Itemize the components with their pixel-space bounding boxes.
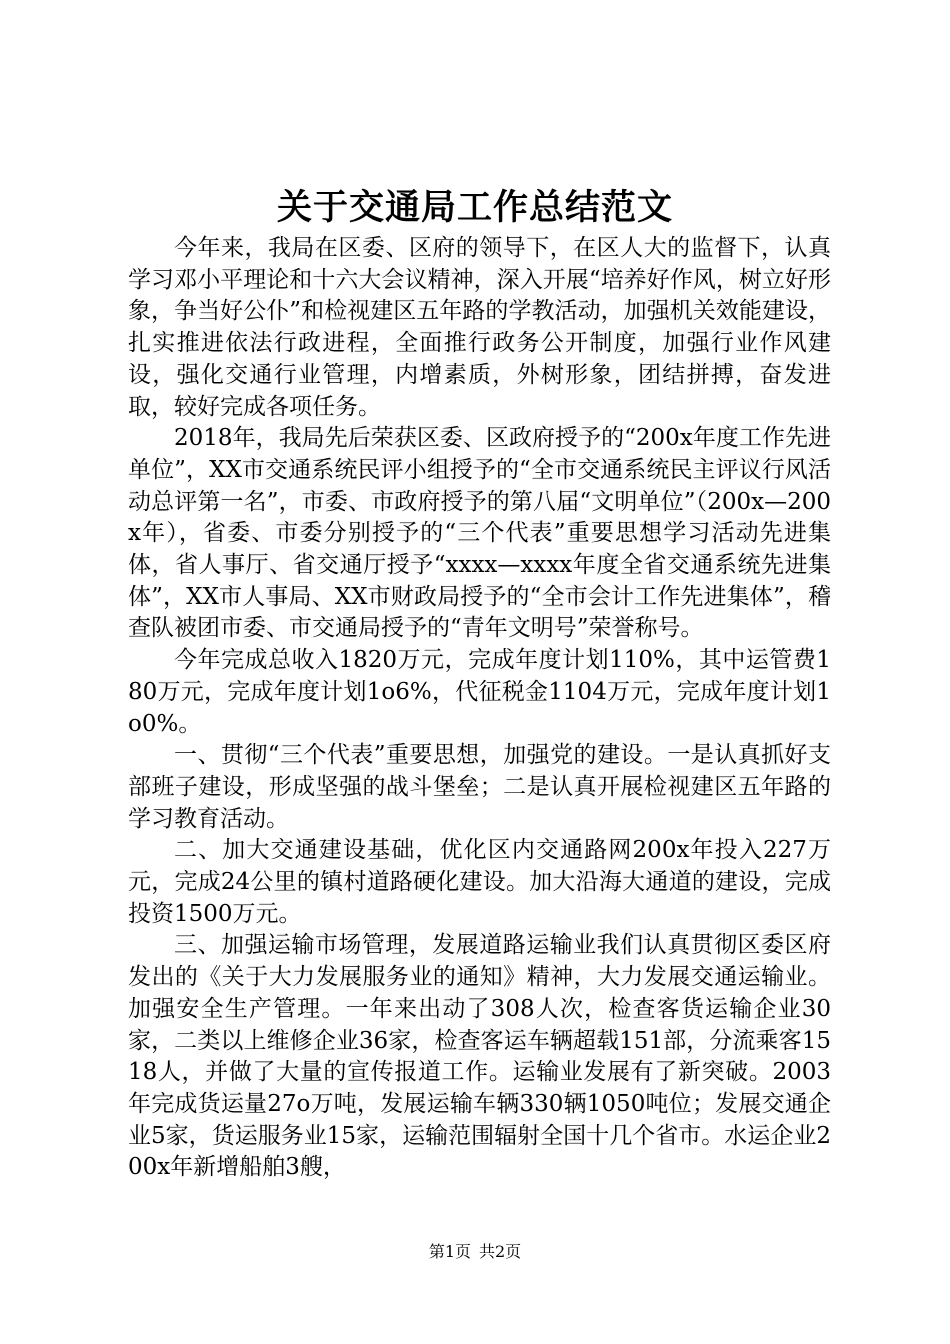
page-total: 共2页: [479, 1242, 522, 1261]
paragraph-section-three: 三、加强运输市场管理，发展道路运输业我们认真贯彻区委区府发出的《关于大力发展服务业的通知》精神，大力发展交通运输业。加强安全生产管理。一年来出动了308人次，检查客货运输企业30家，二类以上维修企业36家，检查客运车辆超载151部，分流乘客1518人，并做了大量的宣传报道工作。运输业发展有了新突破。2003年完成货运量27o万吨，发展运输车辆330辆1050吨位；发展交通企业5家，货运服务业15家，运输范围辐射全国十几个省市。水运企业200x年新增船舶3艘，: [128, 932, 831, 1181]
page-footer: [0, 1241, 950, 1263]
document-title: 关于交通局工作总结范文: [276, 187, 673, 228]
paragraph-section-one: 一、贯彻“三个代表”重要思想，加强党的建设。一是认真抓好支部班子建设，形成坚强的战斗堡垒；二是认真开展检视建区五年路的学习教育活动。: [128, 742, 831, 832]
document-body: [128, 233, 831, 1184]
page-number: 第1页: [428, 1242, 471, 1261]
paragraph-revenue: 今年完成总收入1820万元，完成年度计划110%，其中运管费180万元，完成年度计划1o6%，代征税金1104万元，完成年度计划1o0%。: [128, 647, 831, 737]
paragraph-honors: 2018年，我局先后荣获区委、区政府授予的“200x年度工作先进单位”，XX市交通系统民评小组授予的“全市交通系统民主评议行风活动总评第一名”，市委、市政府授予的第八届“文明单位”（200x—200x年），省委、市委分别授予的“三个代表”重要思想学习活动先进集体，省人事厅、省交通厅授予“xxxx—xxxx年度全省交通系统先进集体”，XX市人事局、XX市财政局授予的“全市会计工作先进集体”，稽查队被团市委、市交通局授予的“青年文明号”荣誉称号。: [128, 425, 831, 642]
paragraph-section-two: 二、加大交通建设基础，优化区内交通路网200x年投入227万元，完成24公里的镇村道路硬化建设。加大沿海大通道的建设，完成投资1500万元。: [128, 837, 831, 927]
paragraph-intro: 今年来，我局在区委、区府的领导下，在区人大的监督下，认真学习邓小平理论和十六大会议精神，深入开展“培养好作风，树立好形象，争当好公仆”和检视建区五年路的学教活动，加强机关效能建设，扎实推进依法行政进程，全面推行政务公开制度，加强行业作风建设，强化交通行业管理，内增素质，外树形象，团结拼搏，奋发进取，较好完成各项任务。: [128, 235, 831, 420]
